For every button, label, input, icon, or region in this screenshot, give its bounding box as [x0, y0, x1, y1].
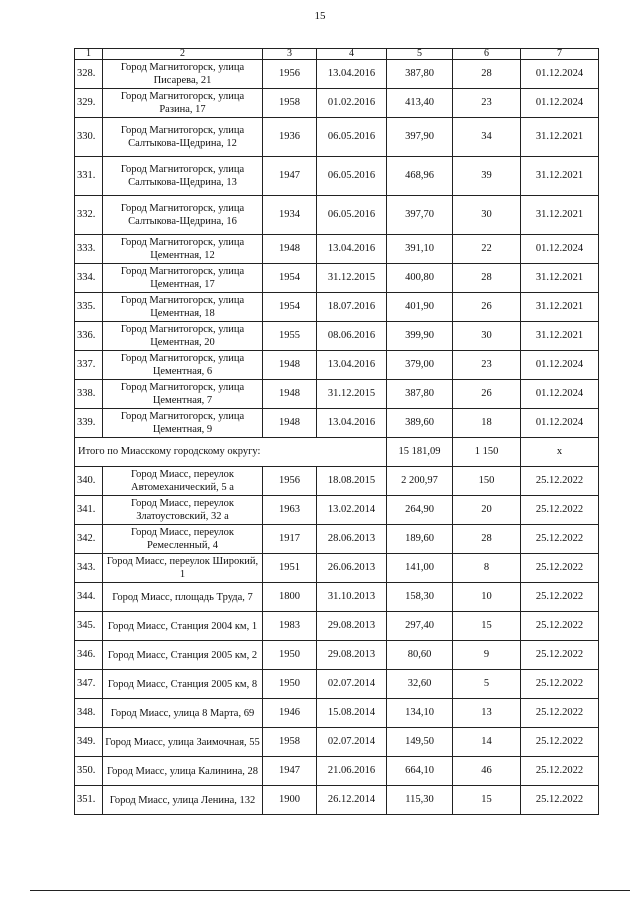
- row-number: 334.: [75, 264, 103, 293]
- address-cell: Город Магнитогорск, улица Салтыкова-Щедрина, 13: [103, 157, 263, 196]
- address-cell: Город Миасс, улица Ленина, 132: [103, 786, 263, 815]
- deadline-cell: 01.12.2024: [521, 380, 599, 409]
- recognition-date-cell: 31.12.2015: [317, 264, 387, 293]
- address-cell: Город Миасс, Станция 2005 км, 8: [103, 670, 263, 699]
- residents-cell: 34: [453, 118, 521, 157]
- table-row: [75, 118, 599, 157]
- deadline-cell: 25.12.2022: [521, 467, 599, 496]
- year-built-cell: 1951: [263, 554, 317, 583]
- area-cell: 468,96: [387, 157, 453, 196]
- row-number: 350.: [75, 757, 103, 786]
- row-number: 337.: [75, 351, 103, 380]
- deadline-cell: 01.12.2024: [521, 409, 599, 438]
- address-cell: Город Миасс, улица 8 Марта, 69: [103, 699, 263, 728]
- recognition-date-cell: 31.10.2013: [317, 583, 387, 612]
- year-built-cell: 1950: [263, 670, 317, 699]
- deadline-cell: 25.12.2022: [521, 496, 599, 525]
- column-number: 7: [521, 49, 599, 60]
- row-number: 330.: [75, 118, 103, 157]
- table-row: [75, 612, 599, 641]
- area-cell: 379,00: [387, 351, 453, 380]
- address-cell: Город Магнитогорск, улица Разина, 17: [103, 89, 263, 118]
- table-row: [75, 235, 599, 264]
- row-number: 349.: [75, 728, 103, 757]
- address-cell: Город Миасс, площадь Труда, 7: [103, 583, 263, 612]
- row-number: 348.: [75, 699, 103, 728]
- column-number: 4: [317, 49, 387, 60]
- address-cell: Город Миасс, переулок Ремесленный, 4: [103, 525, 263, 554]
- deadline-cell: 25.12.2022: [521, 699, 599, 728]
- address-cell: Город Магнитогорск, улица Писарева, 21: [103, 60, 263, 89]
- deadline-cell: 31.12.2021: [521, 157, 599, 196]
- recognition-date-cell: 21.06.2016: [317, 757, 387, 786]
- year-built-cell: 1946: [263, 699, 317, 728]
- table-row: [75, 699, 599, 728]
- area-cell: 387,80: [387, 380, 453, 409]
- year-built-cell: 1958: [263, 728, 317, 757]
- row-number: 335.: [75, 293, 103, 322]
- year-built-cell: 1954: [263, 293, 317, 322]
- deadline-cell: 25.12.2022: [521, 525, 599, 554]
- deadline-cell: 25.12.2022: [521, 757, 599, 786]
- recognition-date-cell: 02.07.2014: [317, 670, 387, 699]
- table-row: [75, 322, 599, 351]
- subtotal-label: Итого по Миасскому городскому округу:: [75, 438, 387, 467]
- year-built-cell: 1983: [263, 612, 317, 641]
- deadline-cell: 31.12.2021: [521, 264, 599, 293]
- area-cell: 32,60: [387, 670, 453, 699]
- residents-cell: 14: [453, 728, 521, 757]
- address-cell: Город Магнитогорск, улица Салтыкова-Щедрина, 16: [103, 196, 263, 235]
- area-cell: 297,40: [387, 612, 453, 641]
- address-cell: Город Миасс, улица Заимочная, 55: [103, 728, 263, 757]
- recognition-date-cell: 13.02.2014: [317, 496, 387, 525]
- residents-cell: 18: [453, 409, 521, 438]
- year-built-cell: 1954: [263, 264, 317, 293]
- year-built-cell: 1947: [263, 157, 317, 196]
- deadline-cell: 01.12.2024: [521, 235, 599, 264]
- row-number: 351.: [75, 786, 103, 815]
- residents-cell: 28: [453, 264, 521, 293]
- year-built-cell: 1948: [263, 409, 317, 438]
- row-number: 347.: [75, 670, 103, 699]
- year-built-cell: 1958: [263, 89, 317, 118]
- table-row: [75, 728, 599, 757]
- recognition-date-cell: 06.05.2016: [317, 196, 387, 235]
- table-row: [75, 786, 599, 815]
- residents-cell: 30: [453, 196, 521, 235]
- table-row: [75, 264, 599, 293]
- housing-registry-table: [74, 48, 599, 815]
- deadline-cell: 25.12.2022: [521, 786, 599, 815]
- column-number-row: [75, 49, 599, 60]
- address-cell: Город Магнитогорск, улица Цементная, 7: [103, 380, 263, 409]
- row-number: 332.: [75, 196, 103, 235]
- area-cell: 141,00: [387, 554, 453, 583]
- recognition-date-cell: 08.06.2016: [317, 322, 387, 351]
- row-number: 343.: [75, 554, 103, 583]
- address-cell: Город Миасс, Станция 2004 км, 1: [103, 612, 263, 641]
- area-cell: 389,60: [387, 409, 453, 438]
- table-row: [75, 670, 599, 699]
- address-cell: Город Миасс, Станция 2005 км, 2: [103, 641, 263, 670]
- year-built-cell: 1947: [263, 757, 317, 786]
- area-cell: 2 200,97: [387, 467, 453, 496]
- deadline-cell: 25.12.2022: [521, 612, 599, 641]
- recognition-date-cell: 13.04.2016: [317, 409, 387, 438]
- row-number: 331.: [75, 157, 103, 196]
- column-number: 6: [453, 49, 521, 60]
- recognition-date-cell: 18.07.2016: [317, 293, 387, 322]
- deadline-cell: 25.12.2022: [521, 554, 599, 583]
- deadline-cell: 01.12.2024: [521, 351, 599, 380]
- area-cell: 149,50: [387, 728, 453, 757]
- residents-cell: 46: [453, 757, 521, 786]
- area-cell: 115,30: [387, 786, 453, 815]
- area-cell: 399,90: [387, 322, 453, 351]
- recognition-date-cell: 13.04.2016: [317, 235, 387, 264]
- area-cell: 80,60: [387, 641, 453, 670]
- area-cell: 391,10: [387, 235, 453, 264]
- recognition-date-cell: 18.08.2015: [317, 467, 387, 496]
- recognition-date-cell: 13.04.2016: [317, 60, 387, 89]
- table-row: [75, 89, 599, 118]
- column-number: 3: [263, 49, 317, 60]
- residents-cell: 28: [453, 60, 521, 89]
- deadline-cell: 25.12.2022: [521, 583, 599, 612]
- residents-cell: 15: [453, 612, 521, 641]
- residents-cell: 23: [453, 351, 521, 380]
- subtotal-row: [75, 438, 599, 467]
- column-number: 1: [75, 49, 103, 60]
- residents-cell: 10: [453, 583, 521, 612]
- residents-cell: 39: [453, 157, 521, 196]
- recognition-date-cell: 31.12.2015: [317, 380, 387, 409]
- area-cell: 387,80: [387, 60, 453, 89]
- residents-cell: 9: [453, 641, 521, 670]
- table-row: [75, 196, 599, 235]
- residents-cell: 15: [453, 786, 521, 815]
- row-number: 328.: [75, 60, 103, 89]
- deadline-cell: 01.12.2024: [521, 89, 599, 118]
- address-cell: Город Магнитогорск, улица Салтыкова-Щедрина, 12: [103, 118, 263, 157]
- table-row: [75, 641, 599, 670]
- residents-cell: 13: [453, 699, 521, 728]
- deadline-cell: 25.12.2022: [521, 641, 599, 670]
- deadline-cell: 31.12.2021: [521, 322, 599, 351]
- recognition-date-cell: 02.07.2014: [317, 728, 387, 757]
- year-built-cell: 1948: [263, 351, 317, 380]
- recognition-date-cell: 13.04.2016: [317, 351, 387, 380]
- address-cell: Город Магнитогорск, улица Цементная, 6: [103, 351, 263, 380]
- row-number: 339.: [75, 409, 103, 438]
- recognition-date-cell: 06.05.2016: [317, 157, 387, 196]
- address-cell: Город Магнитогорск, улица Цементная, 12: [103, 235, 263, 264]
- address-cell: Город Миасс, переулок Автомеханический, 5 а: [103, 467, 263, 496]
- residents-cell: 22: [453, 235, 521, 264]
- year-built-cell: 1800: [263, 583, 317, 612]
- row-number: 342.: [75, 525, 103, 554]
- row-number: 344.: [75, 583, 103, 612]
- column-number: 2: [103, 49, 263, 60]
- row-number: 345.: [75, 612, 103, 641]
- recognition-date-cell: 26.12.2014: [317, 786, 387, 815]
- residents-cell: 8: [453, 554, 521, 583]
- table-row: [75, 467, 599, 496]
- table-row: [75, 757, 599, 786]
- deadline-cell: 25.12.2022: [521, 670, 599, 699]
- row-number: 336.: [75, 322, 103, 351]
- recognition-date-cell: 29.08.2013: [317, 612, 387, 641]
- table-row: [75, 157, 599, 196]
- table-row: [75, 554, 599, 583]
- table-row: [75, 60, 599, 89]
- address-cell: Город Магнитогорск, улица Цементная, 9: [103, 409, 263, 438]
- table-row: [75, 351, 599, 380]
- year-built-cell: 1956: [263, 467, 317, 496]
- deadline-cell: 01.12.2024: [521, 60, 599, 89]
- year-built-cell: 1955: [263, 322, 317, 351]
- address-cell: Город Магнитогорск, улица Цементная, 20: [103, 322, 263, 351]
- footer-rule: [30, 890, 630, 891]
- row-number: 338.: [75, 380, 103, 409]
- deadline-cell: 31.12.2021: [521, 293, 599, 322]
- row-number: 346.: [75, 641, 103, 670]
- area-cell: 401,90: [387, 293, 453, 322]
- table-row: [75, 293, 599, 322]
- area-cell: 413,40: [387, 89, 453, 118]
- table-row: [75, 583, 599, 612]
- residents-cell: 26: [453, 293, 521, 322]
- area-cell: 664,10: [387, 757, 453, 786]
- area-cell: 400,80: [387, 264, 453, 293]
- row-number: 333.: [75, 235, 103, 264]
- address-cell: Город Миасс, переулок Златоустовский, 32 а: [103, 496, 263, 525]
- recognition-date-cell: 26.06.2013: [317, 554, 387, 583]
- recognition-date-cell: 29.08.2013: [317, 641, 387, 670]
- residents-cell: 26: [453, 380, 521, 409]
- year-built-cell: 1948: [263, 235, 317, 264]
- subtotal-deadline: x: [521, 438, 599, 467]
- residents-cell: 28: [453, 525, 521, 554]
- deadline-cell: 25.12.2022: [521, 728, 599, 757]
- year-built-cell: 1950: [263, 641, 317, 670]
- recognition-date-cell: 15.08.2014: [317, 699, 387, 728]
- address-cell: Город Миасс, улица Калинина, 28: [103, 757, 263, 786]
- address-cell: Город Магнитогорск, улица Цементная, 18: [103, 293, 263, 322]
- year-built-cell: 1934: [263, 196, 317, 235]
- deadline-cell: 31.12.2021: [521, 118, 599, 157]
- page-number: 15: [314, 10, 326, 22]
- area-cell: 134,10: [387, 699, 453, 728]
- address-cell: Город Миасс, переулок Широкий, 1: [103, 554, 263, 583]
- table-row: [75, 496, 599, 525]
- recognition-date-cell: 06.05.2016: [317, 118, 387, 157]
- row-number: 341.: [75, 496, 103, 525]
- subtotal-residents: 1 150: [453, 438, 521, 467]
- subtotal-area: 15 181,09: [387, 438, 453, 467]
- recognition-date-cell: 28.06.2013: [317, 525, 387, 554]
- area-cell: 189,60: [387, 525, 453, 554]
- residents-cell: 5: [453, 670, 521, 699]
- year-built-cell: 1963: [263, 496, 317, 525]
- year-built-cell: 1900: [263, 786, 317, 815]
- deadline-cell: 31.12.2021: [521, 196, 599, 235]
- residents-cell: 30: [453, 322, 521, 351]
- column-number: 5: [387, 49, 453, 60]
- address-cell: Город Магнитогорск, улица Цементная, 17: [103, 264, 263, 293]
- year-built-cell: 1948: [263, 380, 317, 409]
- area-cell: 397,70: [387, 196, 453, 235]
- year-built-cell: 1917: [263, 525, 317, 554]
- table-row: [75, 380, 599, 409]
- area-cell: 158,30: [387, 583, 453, 612]
- recognition-date-cell: 01.02.2016: [317, 89, 387, 118]
- year-built-cell: 1936: [263, 118, 317, 157]
- residents-cell: 23: [453, 89, 521, 118]
- row-number: 329.: [75, 89, 103, 118]
- area-cell: 397,90: [387, 118, 453, 157]
- area-cell: 264,90: [387, 496, 453, 525]
- residents-cell: 20: [453, 496, 521, 525]
- table-row: [75, 525, 599, 554]
- table-row: [75, 409, 599, 438]
- row-number: 340.: [75, 467, 103, 496]
- year-built-cell: 1956: [263, 60, 317, 89]
- residents-cell: 150: [453, 467, 521, 496]
